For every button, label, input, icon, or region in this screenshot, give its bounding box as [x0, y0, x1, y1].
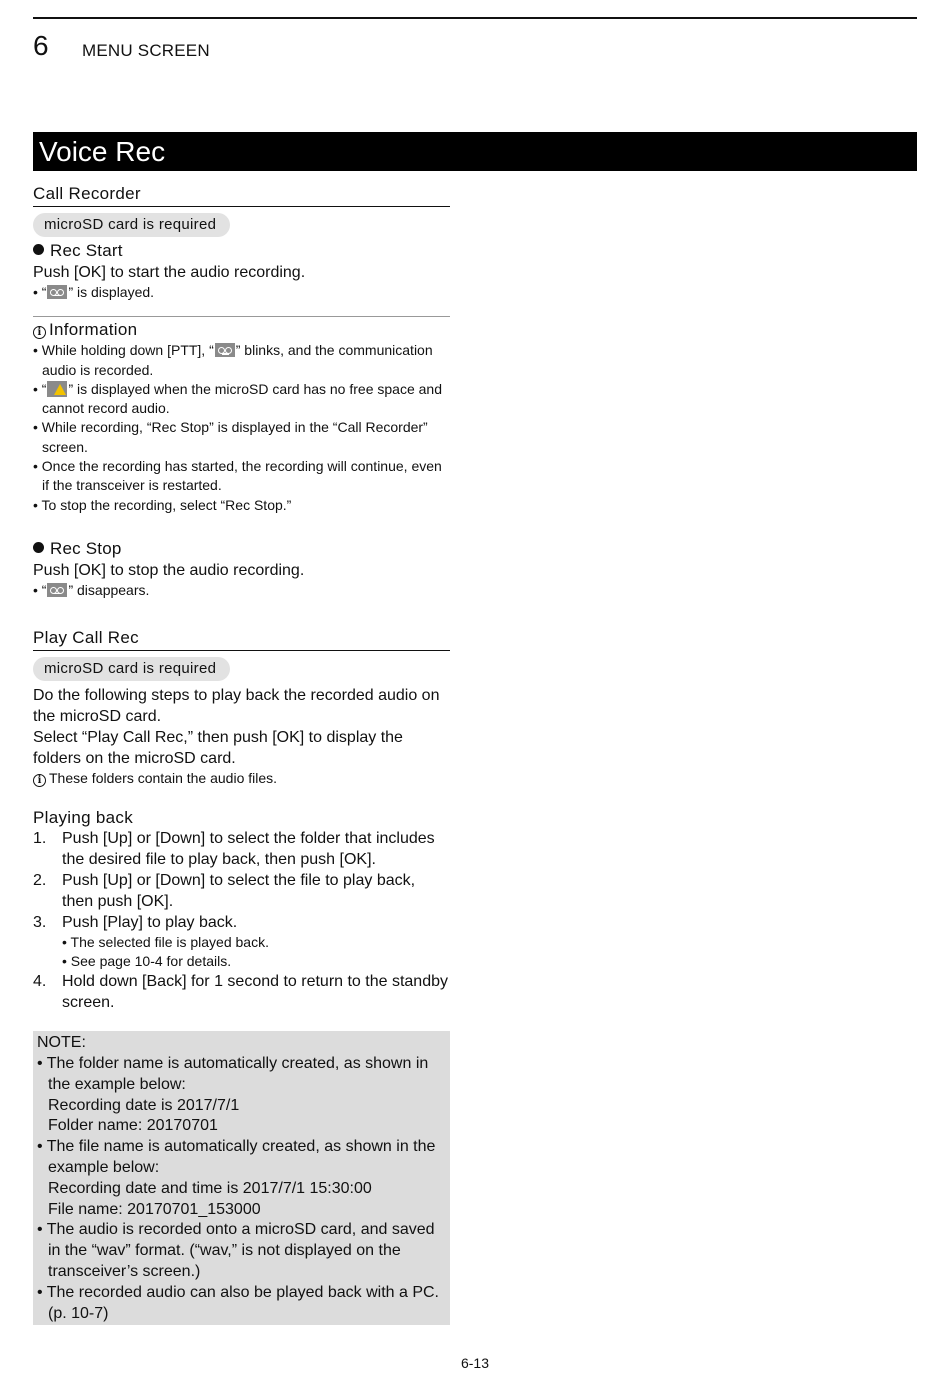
info-item-2 — [33, 380, 450, 419]
info-item-1-pre: • While holding down [PTT], “ — [33, 342, 214, 359]
microsd-required-badge: microSD card is required — [33, 213, 230, 237]
step-number: 3. — [33, 913, 47, 931]
info-item-4: • Once the recording has started, the recording will continue, even if the transceiver is restarted. — [33, 458, 442, 494]
info-icon: i — [33, 326, 46, 339]
step-number: 1. — [33, 829, 47, 847]
rec-stop-bullet-pre: • “ — [33, 581, 47, 598]
info-item-2-pre: • “ — [33, 380, 47, 397]
bullet-dot-icon — [33, 542, 44, 553]
recording-icon — [47, 285, 67, 299]
note-bullet-3: • The audio is recorded onto a microSD card, and saved in the “wav” format. (“wav,” is not displayed on the transceiver’s screen.) — [37, 1221, 435, 1280]
play-call-rec-p2: Select “Play Call Rec,” then push [OK] to display the folders on the microSD card. — [33, 729, 403, 768]
rec-stop-text: Push [OK] to stop the audio recording. — [33, 561, 305, 579]
note-bullet-1: • The folder name is automatically created, as shown in the example below: — [37, 1054, 429, 1093]
step-3-bullet-2: • See page 10-4 for details. — [62, 952, 232, 969]
play-call-rec-p1: Do the following steps to play back the recorded audio on the microSD card. — [33, 687, 440, 726]
rec-stop-heading — [33, 538, 450, 560]
information-heading — [33, 319, 450, 341]
step-3-bullet-1: • The selected file is played back. — [62, 933, 269, 950]
section-title: Voice Rec — [33, 132, 917, 171]
recording-icon — [215, 343, 235, 357]
note-bullet-2-line-1: Recording date and time is 2017/7/1 15:30:00 — [48, 1179, 372, 1197]
info-icon: i — [33, 774, 46, 787]
call-recorder-heading: Call Recorder — [33, 180, 450, 207]
play-call-rec-info — [33, 769, 450, 788]
step-number: 4. — [33, 973, 47, 991]
note-title: NOTE: — [37, 1034, 86, 1052]
note-bullet-4: • The recorded audio can also be played back with a PC. (p. 10-7) — [37, 1283, 439, 1322]
page-number: 6-13 — [460, 1355, 490, 1371]
step-text: Push [Play] to play back. — [62, 913, 238, 931]
step-text: Push [Up] or [Down] to select the folder that includes the desired file to play back, then push [OK]. — [62, 829, 435, 868]
rec-start-bullet — [33, 283, 450, 302]
rec-stop-bullet-post: ” disappears. — [68, 581, 150, 598]
note-bullet-1-line-1: Recording date is 2017/7/1 — [48, 1096, 240, 1114]
rec-start-bullet-pre: • “ — [33, 284, 47, 300]
microsd-required-badge: microSD card is required — [33, 657, 230, 681]
recording-icon — [47, 583, 67, 597]
rec-start-bullet-post: ” is displayed. — [68, 284, 155, 300]
play-call-rec-info-text: These folders contain the audio files. — [49, 770, 278, 787]
step-number: 2. — [33, 871, 47, 889]
step-2 — [33, 870, 450, 912]
rec-start-title: Rec Start — [50, 241, 123, 260]
step-text: Hold down [Back] for 1 second to return to the standby screen. — [62, 973, 448, 1012]
info-item-3: • While recording, “Rec Stop” is displayed in the “Call Recorder” screen. — [33, 419, 428, 455]
note-bullet-2: • The file name is automatically created, as shown in the example below: — [37, 1138, 436, 1176]
rec-start-heading — [33, 240, 450, 262]
rec-stop-title: Rec Stop — [50, 538, 122, 558]
step-4 — [33, 971, 450, 1013]
note-bullet-1-line-2: Folder name: 20170701 — [48, 1117, 218, 1135]
info-item-5: • To stop the recording, select “Rec Stop.” — [33, 496, 292, 513]
step-1 — [33, 828, 450, 870]
playing-back-heading: Playing back — [33, 807, 133, 827]
note-bullet-2-line-2: File name: 20170701_153000 — [48, 1200, 261, 1218]
info-item-2-post: ” is displayed when the microSD card has no free space and cannot record audio. — [42, 380, 442, 417]
information-title: Information — [49, 320, 138, 340]
information-divider — [33, 316, 450, 317]
header-rule — [33, 17, 917, 19]
info-item-1 — [33, 341, 450, 380]
content-column — [33, 180, 450, 1325]
step-text: Push [Up] or [Down] to select the file to play back, then push [OK]. — [62, 871, 416, 910]
note-box — [33, 1031, 450, 1325]
bullet-dot-icon — [33, 244, 44, 255]
chapter-title: MENU SCREEN — [82, 41, 210, 60]
chapter-number: 6 — [33, 30, 49, 61]
recording-warning-icon — [47, 381, 67, 397]
info-item-1-post: ” blinks, and the communication audio is recorded. — [42, 342, 433, 378]
play-call-rec-heading: Play Call Rec — [33, 624, 450, 651]
rec-start-text: Push [OK] to start the audio recording. — [33, 264, 306, 281]
step-3 — [33, 912, 450, 933]
rec-stop-bullet — [33, 581, 450, 600]
